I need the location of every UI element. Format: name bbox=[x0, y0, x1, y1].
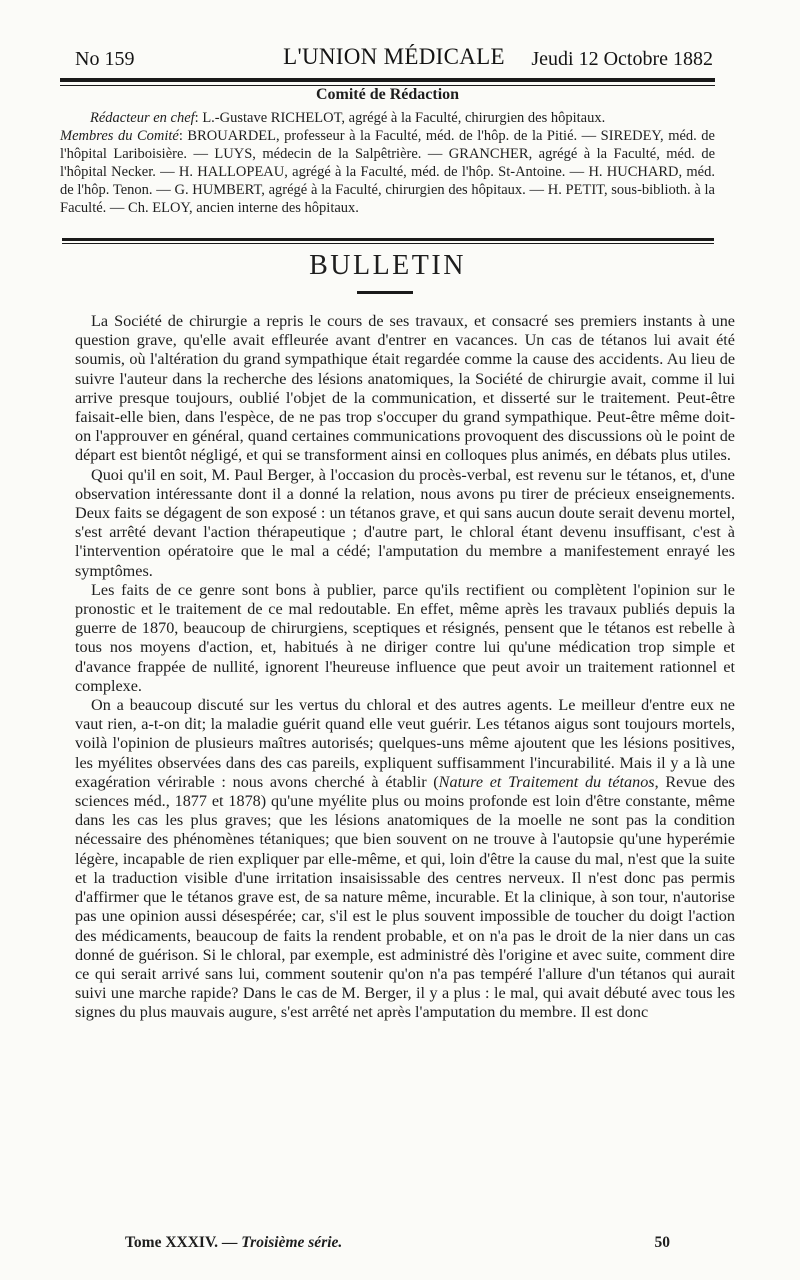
issue-number: No 159 bbox=[75, 48, 135, 70]
paragraph: Les faits de ce genre sont bons à publier, parce qu'ils rectifient ou complètent l'opinion sur le pronostic et le traitement de ce mal redoutable. En effet, même après les travaux publiés depuis la guerre de 1870, beaucoup de chirurgiens, sceptiques et résignés, pensent que le tétanos est rebelle à tous nos moyens d'action, et, habitués à ne diriger contre lui qu'une médication trop simple et d'avance frappée de nullité, ignorent l'heureuse influence que peut avoir un traitement rationnel et complexe. bbox=[75, 580, 735, 695]
redacteur-text: : L.-Gustave RICHELOT, agrégé à la Faculté, chirurgien des hôpitaux. bbox=[194, 110, 606, 126]
volume-info bbox=[125, 1234, 342, 1252]
journal-title: L'UNION MÉDICALE bbox=[283, 44, 505, 69]
paragraph-text: On a beaucoup discuté sur les vertus du chloral et des autres agents. Le meilleur d'entre eux ne vaut rien, a-t-on dit; la maladie guérit quand elle veut guérir. Les tétanos aigus sont toujours mortels, voilà l'opinion de plusieurs maîtres autorisés; quelques-uns même ajoutent que les lésions positives, les myélites observées dans des cas pareils, expliquent suffisamment l'incurabilité. Mais il y a là une exagération vérirable : nous avons cherché à établir ( bbox=[75, 696, 735, 791]
title-underline bbox=[357, 291, 413, 294]
paragraph bbox=[75, 696, 735, 1022]
membres-text: : BROUARDEL, professeur à la Faculté, méd. de l'hôp. de la Pitié. — SIREDEY, méd. de l'hôpital Lariboisière. — LUYS, médecin de la Salpêtrière. — GRANCHER, agrégé à la Faculté, méd. de l'hôpital Necker. — H. HALLOPEAU, agrégé à la Faculté, méd. de l'hôp. St-Antoine. — H. HUCHARD, méd. de l'hôp. Tenon. — G. HUMBERT, agrégé à la Faculté, chirurgien des hôpitaux. — H. PETIT, sous-biblioth. à la Faculté. — Ch. ELOY, ancien interne des hôpitaux. bbox=[60, 128, 715, 216]
tome-label: Tome XXXIV. — bbox=[125, 1234, 242, 1251]
committee-rule bbox=[62, 238, 714, 241]
redacteur-role: Rédacteur en chef bbox=[90, 110, 195, 126]
cited-title: Nature et Traitement du tétanos bbox=[438, 772, 655, 791]
section-title: BULLETIN bbox=[309, 250, 466, 281]
paragraph-text: , Revue des sciences méd., 1877 et 1878) qu'une myélite plus ou moins profonde est loin d'être constante, même dans les cas les plus graves; que les lésions anatomiques de la moelle ne sont pas la condition nécessaire des phénomènes tétaniques; que bien souvent on ne trouve à l'autopsie qu'une hyperémie légère, incapable de rien expliquer par elle-même, et qui, loin d'être la cause du mal, n'est que la suite et la traduction visible d'une irritation insaisissable des centres nerveux. Il n'est donc pas permis d'affirmer que le tétanos grave est, de sa nature même, incurable. Et la clinique, à son tour, n'autorise pas une opinion aussi désespérée; car, s'il est le plus souvent impossible de toucher du doigt l'action des médicaments, beaucoup de faits la rendent probable, et on n'a pas le droit de la nier dans un cas donné de guérison. Si le chloral, par exemple, est administré dès l'origine et avec suite, comment dire ce qui serait arrivé sans lui, comment soutenir qu'on n'a pas tempéré l'allure d'un tétanos qui aurait suivi une marche rapide? Dans le cas de M. Berger, il y a plus : le mal, qui avait débuté avec tous les signes du plus mauvais augure, s'est arrêté net après l'amputation du membre. Il est donc bbox=[75, 772, 735, 1022]
paragraph: Quoi qu'il en soit, M. Paul Berger, à l'occasion du procès-verbal, est revenu sur le tétanos, et, d'une observation intéressante dont il a donné la relation, nous avons pu tirer de précieux enseignements. Deux faits se dégagent de son exposé : un tétanos grave, et qui sans aucun doute serait devenu mortel, s'est arrêté devant l'action thérapeutique ; d'autre part, le chloral étant devenu insuffisant, c'est à l'intervention opératoire que le mal a cédé; l'amputation du membre a manifestement enrayé les symptômes. bbox=[75, 465, 735, 580]
page-footer bbox=[125, 1234, 670, 1256]
redacteur-line bbox=[60, 109, 715, 127]
page-number: 50 bbox=[654, 1234, 670, 1251]
paragraph: La Société de chirurgie a repris le cours de ses travaux, et consacré ses premiers instants à une question grave, qu'elle avait effleurée avant d'entrer en vacances. Un cas de tétanos lui avait été soumis, où l'altération du grand sympathique était regardée comme la cause des accidents. Au lieu de suivre l'auteur dans la recherche des lésions anatomiques, la Société de chirurgie avait, comme il lui arrive presque toujours, oublié l'objet de la communication, et disserté sur le traitement. Peut-être faisait-elle bien, dans l'espèce, de ne pas trop s'occuper du grand sympathique. Peut-être même doit-on l'approuver en général, quand certaines communications provoquent des discussions où le point de départ est bientôt négligé, et qui se transforment ainsi en colloques plus animés, en débats plus utiles. bbox=[75, 312, 735, 465]
running-head bbox=[75, 44, 713, 74]
membres-role: Membres du Comité bbox=[60, 128, 179, 144]
issue-date: Jeudi 12 Octobre 1882 bbox=[531, 48, 713, 70]
editorial-committee bbox=[60, 86, 715, 217]
header-rule bbox=[60, 78, 715, 82]
committee-heading: Comité de Rédaction bbox=[315, 86, 460, 103]
article-body bbox=[75, 312, 735, 1023]
membres-paragraph bbox=[60, 127, 715, 217]
serie-label: Troisième série. bbox=[241, 1234, 343, 1251]
